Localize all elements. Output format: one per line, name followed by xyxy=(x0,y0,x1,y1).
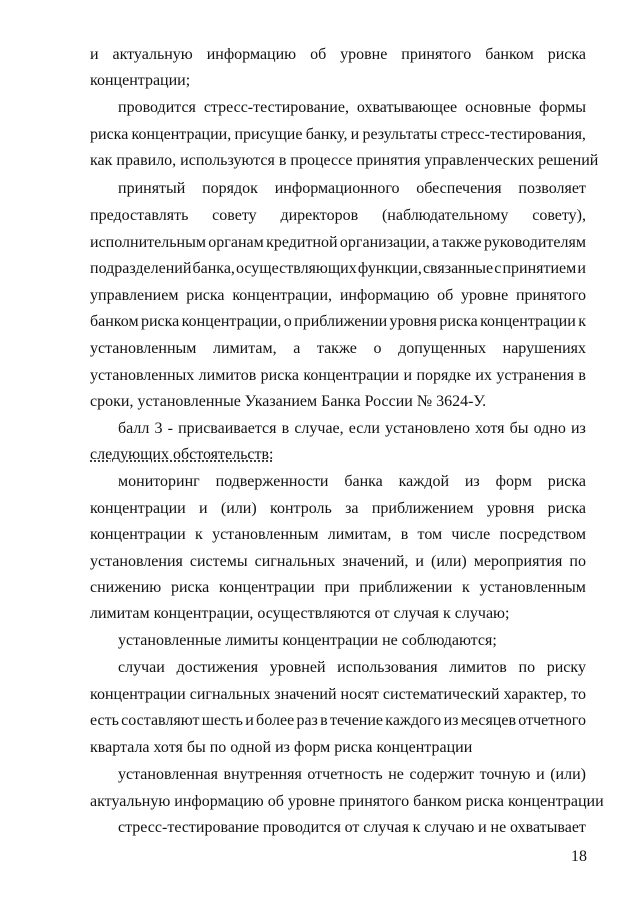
word: есть xyxy=(90,712,119,729)
word: хотя xyxy=(475,420,505,437)
word: течение xyxy=(329,712,384,729)
word: а xyxy=(293,340,301,357)
word: сигнальных xyxy=(189,686,271,703)
word: их xyxy=(475,367,492,384)
word: из xyxy=(464,473,480,490)
text-line xyxy=(118,420,586,438)
word: риска xyxy=(170,579,210,596)
word: функции, xyxy=(357,260,422,277)
text-line: актуальную информацию об уровне принятого банком риска концентрации xyxy=(90,793,604,810)
word: уровней xyxy=(269,659,326,676)
word: отчетность xyxy=(307,766,383,783)
word: риска xyxy=(260,367,299,384)
word: (или) xyxy=(550,766,586,783)
word: стресс-тестирования, xyxy=(440,126,586,143)
word: и xyxy=(199,500,208,517)
word: принятого xyxy=(401,46,472,63)
word: к xyxy=(462,579,470,596)
word: банку, xyxy=(305,126,348,143)
text-line: следующих обстоятельств: xyxy=(90,446,274,463)
word: обеспечения xyxy=(416,180,502,197)
word: риска xyxy=(547,46,586,63)
word: установлено xyxy=(385,420,471,437)
word: установленным xyxy=(90,340,197,357)
word: отчетного xyxy=(518,712,586,729)
word: содержит xyxy=(409,766,474,783)
word: значений, xyxy=(342,553,409,570)
word: концентрации xyxy=(218,579,315,596)
word: принятого xyxy=(515,287,586,304)
text-line: сроки, установленные Указанием Банка России № 3624-У. xyxy=(90,393,487,410)
word: концентрации, xyxy=(232,287,333,304)
word: с xyxy=(494,260,502,277)
word: лимитам, xyxy=(212,340,277,357)
word: результаты xyxy=(362,126,438,143)
word: риска xyxy=(140,313,180,330)
text-line xyxy=(90,46,586,64)
word: осуществляющих xyxy=(236,260,357,277)
word: концентрации xyxy=(90,526,186,543)
word: принятием xyxy=(502,260,577,277)
word: к xyxy=(195,526,203,543)
word: уровня xyxy=(486,500,535,517)
word: и xyxy=(403,367,413,384)
word: позволяет xyxy=(518,180,586,197)
word: концентрации xyxy=(480,313,576,330)
word: каждой xyxy=(398,473,450,490)
text-line: лимитам концентрации, осуществляются от случая к случаю; xyxy=(90,605,510,622)
text-line xyxy=(118,99,586,117)
word: об xyxy=(437,287,454,304)
word: внутренняя xyxy=(223,766,302,783)
word: устранения xyxy=(496,367,574,384)
word: присваивается xyxy=(178,420,277,437)
word: к xyxy=(412,819,421,836)
word: проводится xyxy=(118,99,196,116)
word: уровня xyxy=(389,313,438,330)
word: управлением xyxy=(90,287,179,304)
word: месяцев xyxy=(460,712,517,729)
word: системы xyxy=(189,553,248,570)
word: установления xyxy=(90,553,183,570)
word: также xyxy=(441,234,482,251)
word: балл xyxy=(118,420,150,437)
word: приближении xyxy=(359,579,453,596)
text-line: квартала хотя бы по одной из форм риска концентрации xyxy=(90,739,473,756)
word: охватывающее xyxy=(356,99,458,116)
text-line xyxy=(90,340,586,358)
word: лимитам, xyxy=(327,526,392,543)
word: об xyxy=(310,46,327,63)
word: о xyxy=(373,340,382,357)
word: связанные xyxy=(422,260,494,277)
word: банком xyxy=(90,313,139,330)
text-line xyxy=(90,207,586,225)
text-line: как правило, используются в процессе принятия управленческих решений xyxy=(90,152,599,169)
word: снижению xyxy=(90,579,162,596)
word: достижения xyxy=(176,659,259,676)
word: и xyxy=(577,260,586,277)
word: информационного xyxy=(274,180,400,197)
text-line xyxy=(90,126,586,144)
word: не xyxy=(490,819,507,836)
word: случае, xyxy=(294,420,344,437)
word: том xyxy=(417,526,443,543)
word: характер, xyxy=(503,686,568,703)
word: то xyxy=(571,686,586,703)
word: значений xyxy=(274,686,337,703)
word: а xyxy=(432,234,440,251)
word: из xyxy=(443,712,459,729)
word: и xyxy=(90,46,99,63)
word: подверженности xyxy=(215,473,329,490)
text-line xyxy=(90,234,586,252)
word: случая xyxy=(363,819,409,836)
word: риска xyxy=(547,473,586,490)
word: установленным xyxy=(479,579,586,596)
word: предоставлять xyxy=(90,207,189,224)
word: каждого xyxy=(385,712,442,729)
word: систематический xyxy=(382,686,500,703)
word: кредитной xyxy=(266,234,338,251)
word: по xyxy=(518,659,536,676)
page-number: 18 xyxy=(571,848,587,865)
word: форм xyxy=(495,473,532,490)
word: в xyxy=(320,712,328,729)
text-line xyxy=(118,766,586,784)
text-line xyxy=(90,313,586,331)
text-line xyxy=(90,526,586,544)
text-line xyxy=(118,659,586,677)
word: проводится xyxy=(262,819,341,836)
text-line xyxy=(90,686,586,704)
text-line xyxy=(90,367,586,385)
word: порядке xyxy=(416,367,472,384)
word: лимитов xyxy=(449,659,507,676)
word: концентрации, xyxy=(181,313,282,330)
text-line xyxy=(90,260,586,278)
word: формы xyxy=(539,99,586,116)
word: исполнительным xyxy=(90,234,206,251)
text-line xyxy=(118,819,586,837)
text-line xyxy=(118,180,586,198)
word: банка xyxy=(344,473,383,490)
word: совету), xyxy=(532,207,586,224)
word: контроль xyxy=(270,500,332,517)
word: более xyxy=(256,712,295,729)
word: приближении xyxy=(294,313,388,330)
word: лимитов xyxy=(198,367,257,384)
word: (или) xyxy=(430,553,467,570)
word: стресс-тестирование xyxy=(118,819,260,836)
word: актуальную xyxy=(112,46,193,63)
word: по xyxy=(569,553,586,570)
word: директоров xyxy=(280,207,359,224)
word: шесть xyxy=(201,712,243,729)
word: и xyxy=(478,819,487,836)
word: уровне xyxy=(340,46,388,63)
word: риску xyxy=(546,659,586,676)
word: и xyxy=(245,712,254,729)
word: случаи xyxy=(118,659,165,676)
word: органам xyxy=(208,234,264,251)
word: информацию xyxy=(339,287,430,304)
word: в xyxy=(578,367,586,384)
word: использования xyxy=(337,659,438,676)
text-line xyxy=(90,712,586,730)
word: концентрации xyxy=(90,500,186,517)
word: в xyxy=(281,420,290,437)
word: о xyxy=(283,313,292,330)
word: числе xyxy=(451,526,491,543)
word: установленных xyxy=(90,367,195,384)
word: подразделений xyxy=(90,260,192,277)
word: бы xyxy=(509,420,529,437)
word: стресс-тестирование, xyxy=(203,99,349,116)
word: порядок xyxy=(202,180,258,197)
word: к xyxy=(578,313,586,330)
word: допущенных xyxy=(398,340,487,357)
word: из xyxy=(570,420,586,437)
word: точную xyxy=(479,766,531,783)
word: информацию xyxy=(206,46,297,63)
word: носят xyxy=(340,686,379,703)
word: организации, xyxy=(339,234,430,251)
word: установленным xyxy=(212,526,319,543)
word: банка, xyxy=(192,260,235,277)
word: одно xyxy=(533,420,566,437)
word: уровне xyxy=(460,287,509,304)
word: охватывает xyxy=(510,819,586,836)
text-line: установленные лимиты концентрации не соблюдаются; xyxy=(118,632,497,649)
word: принятый xyxy=(118,180,186,197)
word: приближением xyxy=(371,500,474,517)
text-line xyxy=(90,287,586,305)
word: (или) xyxy=(220,500,257,517)
word: от xyxy=(344,819,360,836)
text-line: концентрации; xyxy=(90,72,191,89)
word: и xyxy=(536,766,545,783)
word: также xyxy=(316,340,357,357)
word: риска xyxy=(547,500,586,517)
word: установленная xyxy=(118,766,218,783)
word: риска xyxy=(90,126,129,143)
word: - xyxy=(167,420,173,437)
text-line xyxy=(90,579,586,597)
word: концентрации xyxy=(303,367,400,384)
word: не xyxy=(388,766,404,783)
word: посредством xyxy=(499,526,586,543)
word: если xyxy=(348,420,380,437)
word: 3 xyxy=(154,420,163,437)
word: концентрации, xyxy=(131,126,232,143)
word: сигнальных xyxy=(254,553,336,570)
word: (наблюдательному xyxy=(381,207,509,224)
word: случаю xyxy=(424,819,475,836)
word: и xyxy=(350,126,360,143)
word: и xyxy=(415,553,424,570)
word: риска xyxy=(439,313,478,330)
word: присущие xyxy=(234,126,303,143)
word: основные xyxy=(465,99,532,116)
word: мониторинг xyxy=(118,473,200,490)
word: раз xyxy=(296,712,318,729)
text-line xyxy=(90,553,586,571)
text-line xyxy=(118,473,586,491)
word: за xyxy=(345,500,359,517)
word: нарушениях xyxy=(502,340,586,357)
word: в xyxy=(400,526,409,543)
word: мероприятия xyxy=(473,553,563,570)
word: банком xyxy=(485,46,534,63)
word: составляют xyxy=(121,712,200,729)
word: риска xyxy=(186,287,225,304)
text-line xyxy=(90,500,586,518)
word: при xyxy=(324,579,350,596)
word: концентрации xyxy=(90,686,186,703)
word: руководителям xyxy=(483,234,586,251)
word: совету xyxy=(212,207,257,224)
